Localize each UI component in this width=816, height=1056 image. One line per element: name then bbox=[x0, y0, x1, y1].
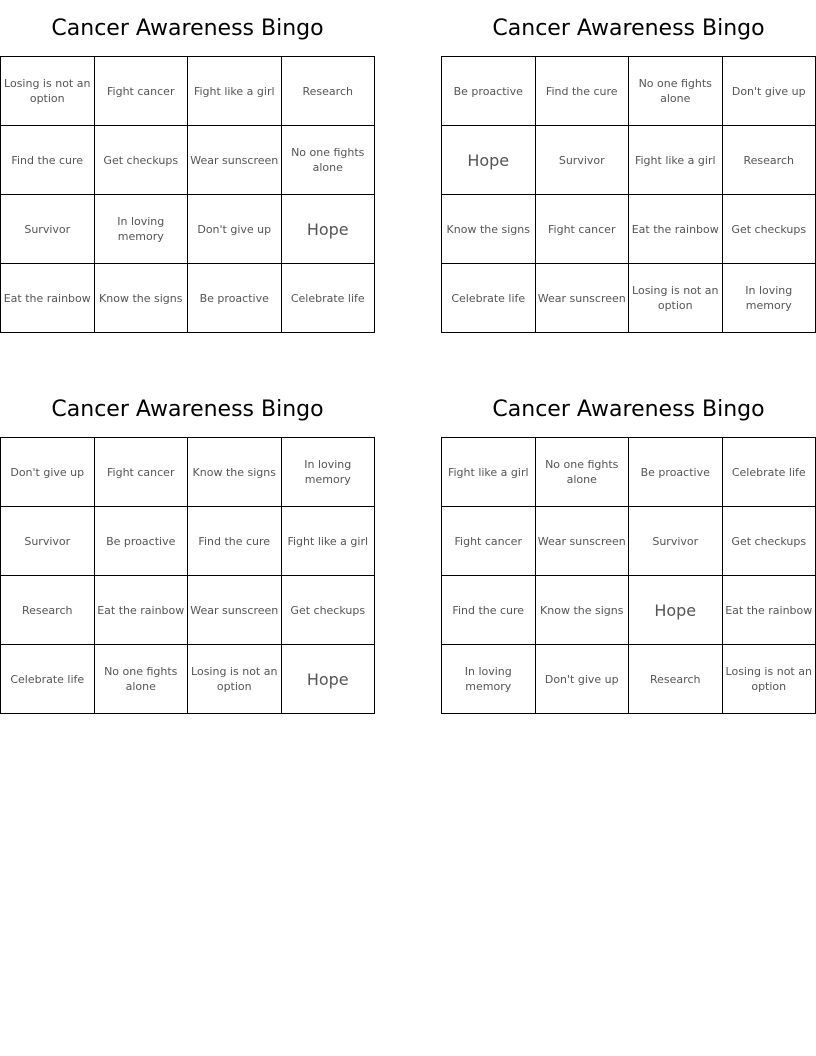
bingo-cell: Don't give up bbox=[188, 195, 282, 264]
bingo-cell: Losing is not an option bbox=[188, 645, 282, 714]
grid-row bbox=[442, 195, 816, 264]
grid-row bbox=[1, 507, 375, 576]
grid-row bbox=[1, 195, 375, 264]
bingo-cell: Know the signs bbox=[188, 438, 282, 507]
bingo-grid bbox=[0, 437, 375, 714]
bingo-cell: Don't give up bbox=[1, 438, 95, 507]
bingo-cell: Losing is not an option bbox=[1, 57, 95, 126]
bingo-cell: Don't give up bbox=[535, 645, 629, 714]
bingo-cell: Research bbox=[1, 576, 95, 645]
bingo-cell: Wear sunscreen bbox=[535, 507, 629, 576]
grid-row bbox=[442, 57, 816, 126]
bingo-cell: Fight like a girl bbox=[188, 57, 282, 126]
bingo-cell: No one fights alone bbox=[94, 645, 188, 714]
free-space-cell: Hope bbox=[629, 576, 723, 645]
grid-row bbox=[442, 264, 816, 333]
bingo-cell: Survivor bbox=[1, 195, 95, 264]
free-space-cell: Hope bbox=[281, 645, 375, 714]
bingo-cell: No one fights alone bbox=[535, 438, 629, 507]
bingo-cell: Fight cancer bbox=[535, 195, 629, 264]
card-title: Cancer Awareness Bingo bbox=[51, 397, 324, 422]
bingo-cell: Know the signs bbox=[442, 195, 536, 264]
grid-row bbox=[1, 576, 375, 645]
bingo-cell: Eat the rainbow bbox=[629, 195, 723, 264]
bingo-cell: Find the cure bbox=[535, 57, 629, 126]
bingo-cell: Fight like a girl bbox=[629, 126, 723, 195]
bingo-cell: Fight cancer bbox=[94, 438, 188, 507]
grid-row bbox=[442, 438, 816, 507]
grid-row bbox=[1, 438, 375, 507]
bingo-grid bbox=[441, 56, 816, 333]
bingo-cell: Research bbox=[722, 126, 816, 195]
bingo-cell: Celebrate life bbox=[1, 645, 95, 714]
bingo-card-1 bbox=[0, 0, 375, 333]
grid-row bbox=[442, 576, 816, 645]
bingo-cell: Be proactive bbox=[629, 438, 723, 507]
grid-row bbox=[442, 645, 816, 714]
bingo-cell: Celebrate life bbox=[722, 438, 816, 507]
bingo-card-3 bbox=[0, 381, 375, 714]
bingo-cell: Celebrate life bbox=[281, 264, 375, 333]
bingo-cell: In loving memory bbox=[94, 195, 188, 264]
bingo-cell: Survivor bbox=[629, 507, 723, 576]
grid-row bbox=[1, 264, 375, 333]
bingo-cell: Eat the rainbow bbox=[722, 576, 816, 645]
bingo-card-4 bbox=[441, 381, 816, 714]
grid-row bbox=[442, 507, 816, 576]
card-title: Cancer Awareness Bingo bbox=[492, 397, 765, 422]
bingo-cell: Don't give up bbox=[722, 57, 816, 126]
free-space-cell: Hope bbox=[281, 195, 375, 264]
bingo-cell: In loving memory bbox=[281, 438, 375, 507]
bingo-cell: Get checkups bbox=[722, 507, 816, 576]
bingo-cell: Eat the rainbow bbox=[1, 264, 95, 333]
bingo-cell: Celebrate life bbox=[442, 264, 536, 333]
bingo-cell: Fight cancer bbox=[94, 57, 188, 126]
bingo-cell: Get checkups bbox=[94, 126, 188, 195]
bingo-grid bbox=[0, 56, 375, 333]
bingo-cell: Fight cancer bbox=[442, 507, 536, 576]
grid-row bbox=[1, 57, 375, 126]
bingo-cell: Be proactive bbox=[442, 57, 536, 126]
bingo-cell: Wear sunscreen bbox=[188, 126, 282, 195]
bingo-grid bbox=[441, 437, 816, 714]
bingo-cell: No one fights alone bbox=[281, 126, 375, 195]
grid-row bbox=[1, 126, 375, 195]
bingo-cell: No one fights alone bbox=[629, 57, 723, 126]
bingo-cell: Wear sunscreen bbox=[535, 264, 629, 333]
bingo-cell: Losing is not an option bbox=[722, 645, 816, 714]
bingo-cell: In loving memory bbox=[442, 645, 536, 714]
bingo-cell: Get checkups bbox=[281, 576, 375, 645]
grid-row bbox=[442, 126, 816, 195]
grid-row bbox=[1, 645, 375, 714]
bingo-cell: Find the cure bbox=[1, 126, 95, 195]
bingo-cell: Research bbox=[281, 57, 375, 126]
bingo-cell: Know the signs bbox=[535, 576, 629, 645]
bingo-cell: Find the cure bbox=[188, 507, 282, 576]
bingo-cell: Be proactive bbox=[94, 507, 188, 576]
card-title: Cancer Awareness Bingo bbox=[492, 16, 765, 41]
bingo-card-2 bbox=[441, 0, 816, 333]
bingo-cell: Survivor bbox=[535, 126, 629, 195]
bingo-cell: Get checkups bbox=[722, 195, 816, 264]
bingo-cell: Survivor bbox=[1, 507, 95, 576]
free-space-cell: Hope bbox=[442, 126, 536, 195]
bingo-cell: Wear sunscreen bbox=[188, 576, 282, 645]
bingo-cell: Fight like a girl bbox=[442, 438, 536, 507]
bingo-cell: Eat the rainbow bbox=[94, 576, 188, 645]
bingo-cell: Losing is not an option bbox=[629, 264, 723, 333]
card-title: Cancer Awareness Bingo bbox=[51, 16, 324, 41]
bingo-cell: Know the signs bbox=[94, 264, 188, 333]
bingo-cell: In loving memory bbox=[722, 264, 816, 333]
bingo-cell: Find the cure bbox=[442, 576, 536, 645]
bingo-cell: Research bbox=[629, 645, 723, 714]
bingo-cell: Fight like a girl bbox=[281, 507, 375, 576]
bingo-cell: Be proactive bbox=[188, 264, 282, 333]
